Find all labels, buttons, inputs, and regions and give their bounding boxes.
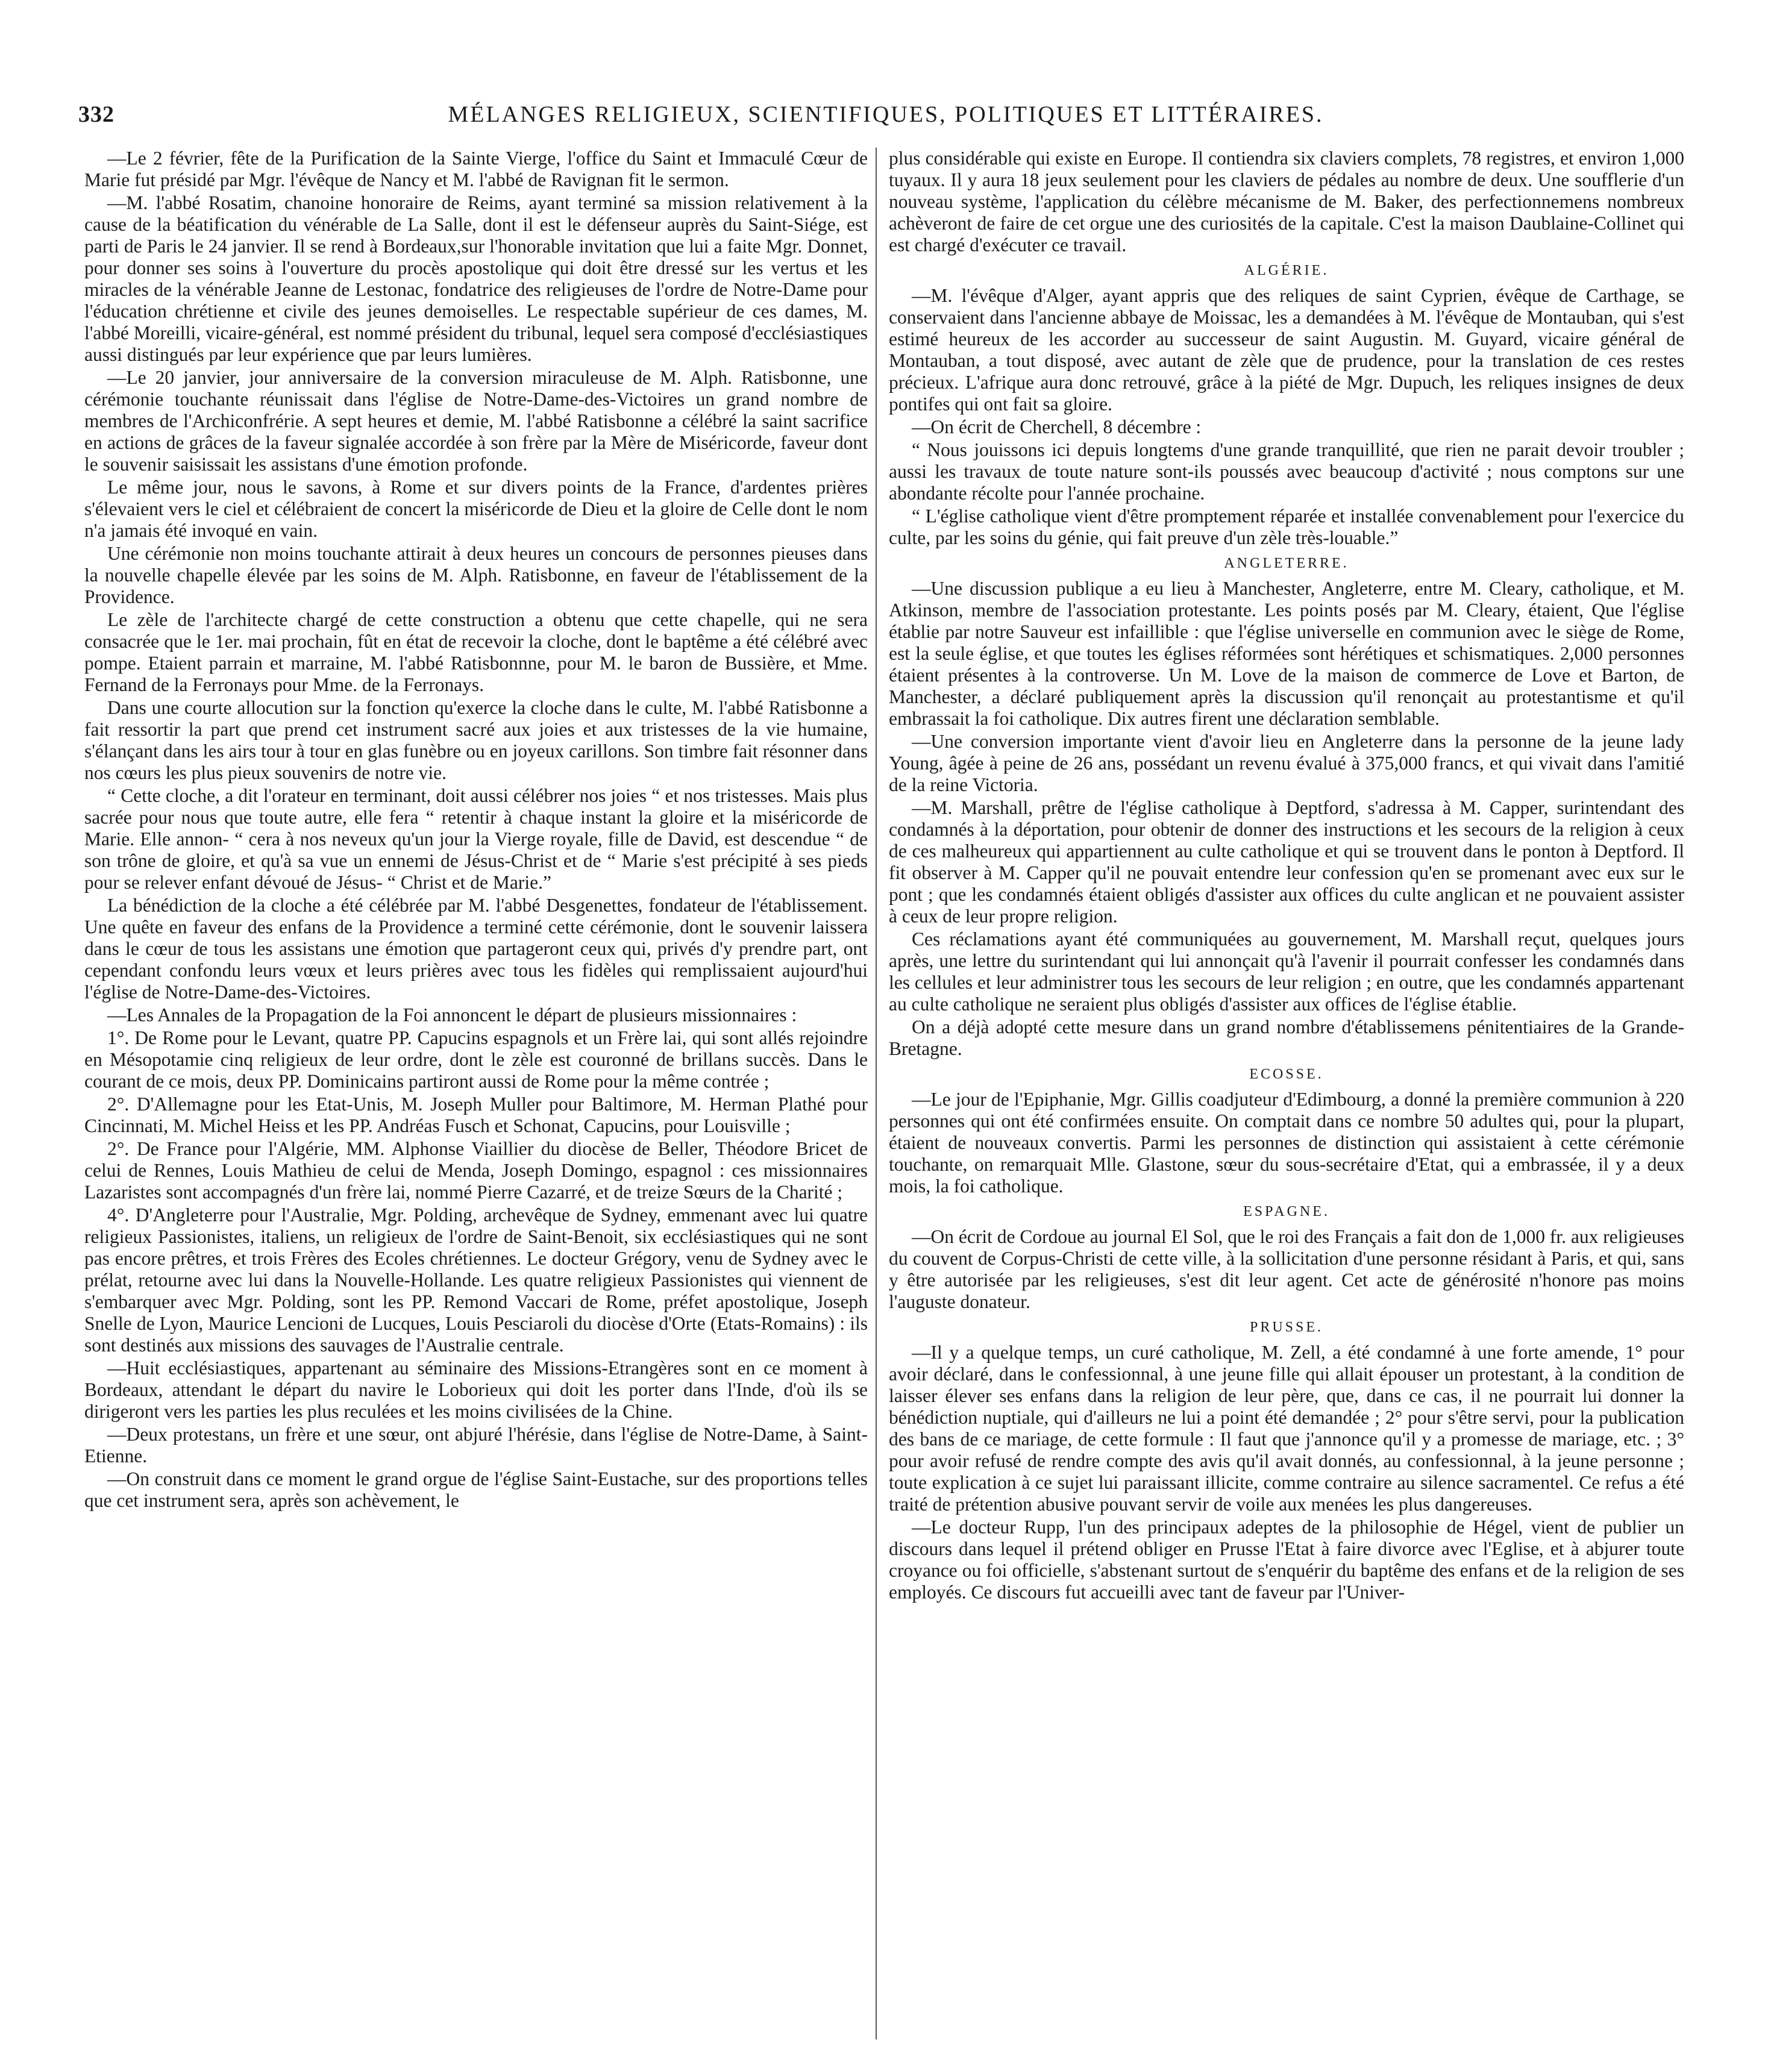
article-paragraph: 2°. De France pour l'Algérie, MM. Alphonse Viaillier du diocèse de Beller, Théodore Bricet de celui de Rennes, Louis Mathieu de celui de Menda, Joseph Domingo, espagnol : ces missionnaires Lazaristes sont accompagnés d'un frère lai, nommé Pierre Cazarré, et de treize Sœurs de la Charité ; (84, 1138, 868, 1203)
article-paragraph: plus considérable qui existe en Europe. Il contiendra six claviers complets, 78 registres, et environ 1,000 tuyaux. Il y aura 18 jeux seulement pour les claviers de pédales au nombre de deux. Une soufflerie d'un nouveau système, l'application du célèbre mécanisme de M. Baker, des perfectionnemens nombreux achèveront de faire de cet orgue une des curiosités de la capitale. C'est la maison Daublaine-Collinet qui est chargé d'exécuter ce travail. (889, 148, 1684, 255)
article-paragraph: —Une discussion publique a eu lieu à Manchester, Angleterre, entre M. Cleary, catholique, et M. Atkinson, membre de l'association protestante. Les points posés par M. Cleary, étaient, Que l'église établie par notre Sauveur est infaillible : que l'église universelle en communion avec le siège de Rome, est la seule église, et que toutes les églises réformées sont hérétiques et schismatiques. 2,000 personnes étaient présentes à la controverse. Un M. Love de la maison de commerce de Love et Barton, de Manchester, a déclaré publiquement après la discussion qu'il renonçait au protestantisme et qu'il embrassait la foi catholique. Dix autres firent une déclaration semblable. (889, 578, 1684, 729)
page-header (78, 101, 1693, 143)
section-heading: ECOSSE. (1249, 1066, 1324, 1082)
right-column (889, 148, 1684, 2039)
running-title: MÉLANGES RELIGIEUX, SCIENTIFIQUES, POLITIQUES ET LITTÉRAIRES. (448, 102, 1324, 127)
article-paragraph: Le zèle de l'architecte chargé de cette construction a obtenu que cette chapelle, qui ne sera consacrée que le 1er. mai prochain, fût en état de recevoir la cloche, dont le baptême a été célébré avec pompe. Etaient parrain et marraine, M. l'abbé Ratisbonnne, pour M. le baron de Bussière, et Mme. Fernand de la Ferronays pour Mme. de la Ferronays. (84, 609, 868, 695)
article-paragraph: 4°. D'Angleterre pour l'Australie, Mgr. Polding, archevêque de Sydney, emmenant avec lui quatre religieux Passionistes, italiens, un religieux de l'ordre de Saint-Benoit, six ecclésiastiques qui ne sont pas encore prêtres, et trois Frères des Ecoles chrétiennes. Le docteur Grégory, venu de Sydney avec le prélat, retourne avec lui dans la Nouvelle-Hollande. Les quatre religieux Passionistes qui viennent de s'embarquer avec Mgr. Polding, sont les PP. Remond Vaccari de Rome, préfet apostolique, Joseph Snelle de Lyon, Maurice Lencioni de Lucques, Louis Pesciaroli du diocèse d'Orte (Etats-Romains) : ils sont destinés aux missions des sauvages de l'Australie centrale. (84, 1204, 868, 1356)
article-paragraph: —Le docteur Rupp, l'un des principaux adeptes de la philosophie de Hégel, vient de publier un discours dans lequel il prétend obliger en Prusse l'Etat à faire divorce avec l'Eglise, et à abjurer toute croyance ou foi officielle, s'abstenant surtout de s'enquérir du baptême des enfans et de la religion de ses employés. Ce discours fut accueilli avec tant de faveur par l'Univer- (889, 1516, 1684, 1603)
article-paragraph: 2°. D'Allemagne pour les Etat-Unis, M. Joseph Muller pour Baltimore, M. Herman Plathé pour Cincinnati, M. Michel Heiss et les PP. Andréas Fusch et Schonat, Capucins, pour Louisville ; (84, 1094, 868, 1136)
article-paragraph: —Huit ecclésiastiques, appartenant au séminaire des Missions-Etrangères sont en ce moment à Bordeaux, attendant le départ du navire le Loborieux qui doit les porter dans l'Inde, d'où ils se dirigeront vers les parties les plus reculées et les moins civilisées de la Chine. (84, 1357, 868, 1422)
article-paragraph: —Une conversion importante vient d'avoir lieu en Angleterre dans la personne de la jeune lady Young, âgée à peine de 26 ans, possédant un revenu évalué à 375,000 francs, et qui vivait dans l'amitié de la reine Victoria. (889, 731, 1684, 795)
section-heading: ESPAGNE. (1243, 1204, 1330, 1219)
section-heading: ALGÉRIE. (1244, 263, 1329, 278)
column-divider (876, 148, 877, 2039)
article-paragraph: —Il y a quelque temps, un curé catholique, M. Zell, a été condamné à une forte amende, 1° pour avoir déclaré, dans le confessionnal, à une jeune fille qui allait épouser un protestant, à la condition de laisser élever ses enfans dans la religion de leur père, que, dans ce cas, il ne pourrait lui donner la bénédiction nuptiale, qui d'ailleurs ne lui a point été demandée ; 2° pour s'être servi, pour la publication des bans de ce mariage, de cette formule : Il faut que j'annonce qu'il y a promesse de mariage, etc. ; 3° pour avoir refusé de rendre compte des avis qu'il avait donnés, au confessionnal, à la jeune personne ; toute explication à ce sujet lui paraissant illicite, comme contraire au silence sacramentel. Ce refus a été traité de prétention abusive pouvant servir de voile aux menées les plus dangereuses. (889, 1342, 1684, 1515)
left-column (84, 148, 868, 2039)
article-paragraph: —Le jour de l'Epiphanie, Mgr. Gillis coadjuteur d'Edimbourg, a donné la première communion à 220 personnes qui ont été confirmées ensuite. On comptait dans ce nombre 50 adultes qui, pour la plupart, étaient de nouveaux convertis. Parmi les personnes de distinction qui assistaient à cette cérémonie touchante, on remarquait Mlle. Glastone, sœur du sous-secrétaire d'Etat, qui a embrassée, il y a deux mois, la foi catholique. (889, 1089, 1684, 1197)
article-paragraph: On a déjà adopté cette mesure dans un grand nombre d'établissemens pénitentiaires de la Grande-Bretagne. (889, 1016, 1684, 1059)
article-paragraph: Dans une courte allocution sur la fonction qu'exerce la cloche dans le culte, M. l'abbé Ratisbonne a fait ressortir la part que prend cet instrument sacré aux joies et aux tristesses de la vie humaine, s'élançant dans les airs tour à tour en glas funèbre ou en joyeux carillons. Son timbre fait résonner dans nos cœurs les plus pieux souvenirs de notre vie. (84, 697, 868, 783)
article-paragraph: —On construit dans ce moment le grand orgue de l'église Saint-Eustache, sur des proportions telles que cet instrument sera, après son achèvement, le (84, 1468, 868, 1511)
article-paragraph: —M. l'évêque d'Alger, ayant appris que des reliques de saint Cyprien, évêque de Carthage, se conservaient dans l'ancienne abbaye de Moissac, les a demandées à M. l'évêque de Montauban, qui s'est estimé heureux de les accorder au successeur de saint Augustin. M. Guyard, vicaire général de Montauban, a tout disposé, avec autant de zèle que de prudence, pour la translation de ces restes précieux. L'afrique aura donc retrouvé, grâce à la piété de Mgr. Dupuch, les reliques insignes de deux pontifes qui ont fait sa gloire. (889, 285, 1684, 415)
article-paragraph: —On écrit de Cherchell, 8 décembre : (912, 416, 1202, 437)
article-paragraph: La bénédiction de la cloche a été célébrée par M. l'abbé Desgenettes, fondateur de l'établissement. Une quête en faveur des enfans de la Providence a terminé cette cérémonie, dont le souvenir laissera dans le cœur de tous les assistans une émotion que partageront ceux qui, privés d'y prendre part, ont cependant confondu leurs vœux et leurs prières avec tous les fidèles qui remplissaient aujourd'hui l'église de Notre-Dame-des-Victoires. (84, 895, 868, 1003)
article-paragraph: Le même jour, nous le savons, à Rome et sur divers points de la France, d'ardentes prières s'élevaient vers le ciel et célébraient de concert la miséricorde de Dieu et la gloire de Celle dont le nom n'a jamais été invoqué en vain. (84, 477, 868, 541)
section-heading: ANGLETERRE. (1224, 556, 1349, 571)
page-number: 332 (78, 102, 114, 127)
section-heading: PRUSSE. (1249, 1319, 1324, 1335)
article-paragraph: 1°. De Rome pour le Levant, quatre PP. Capucins espagnols et un Frère lai, qui sont allés rejoindre en Mésopotamie cinq religieux de leur ordre, dont le zèle est couronné de brillans succès. Dans le courant de ce mois, deux PP. Dominicains partiront aussi de Rome pour la même contrée ; (84, 1027, 868, 1092)
article-paragraph: Ces réclamations ayant été communiquées au gouvernement, M. Marshall reçut, quelques jours après, une lettre du surintendant qui lui annonçait qu'à l'avenir il pourrait confesser les condamnés dans les cellules et leur administrer tous les secours de leur religion ; en outre, que les condamnés appartenant au culte catholique ne seraient plus obligés d'assister aux offices de l'église établie. (889, 928, 1684, 1015)
article-paragraph: —Les Annales de la Propagation de la Foi annoncent le départ de plusieurs missionnaires : (107, 1004, 797, 1025)
article-paragraph: —M. l'abbé Rosatim, chanoine honoraire de Reims, ayant terminé sa mission relativement à la cause de la béatification du vénérable de La Salle, dont il est le défenseur auprès du Saint-Siége, est parti de Paris le 24 janvier. Il se rend à Bordeaux,sur l'honorable invitation que lui a faite Mgr. Donnet, pour donner ses soins à l'ouverture du procès apostolique qui doit être dressé sur les vertus et les miracles de la vénérable Jeanne de Lestonac, fondatrice des religieuses de l'ordre de Notre-Dame pour l'éducation chrétienne et civile des jeunes demoiselles. Le respectable supérieur de ces dames, M. l'abbé Moreilli, vicaire-général, est nommé président du tribunal, lequel sera composé d'ecclésiastiques aussi distingués par leur expérience que par leurs lumières. (84, 192, 868, 365)
article-paragraph: “ L'église catholique vient d'être promptement réparée et installée convenablement pour l'exercice du culte, par les soins du génie, qui fait preuve d'un zèle très-louable.” (889, 505, 1684, 548)
article-paragraph: —Deux protestans, un frère et une sœur, ont abjuré l'hérésie, dans l'église de Notre-Dame, à Saint-Etienne. (84, 1424, 868, 1466)
article-paragraph: —M. Marshall, prêtre de l'église catholique à Deptford, s'adressa à M. Capper, surintendant des condamnés à la déportation, pour obtenir de donner des instructions et les secours de la religion à ceux de ces malheureux qui appartiennent au culte catholique et qui se trouvent dans le ponton à Deptford. Il fit observer à M. Capper qu'il ne pouvait entendre leur confession qu'en se promenant avec eux sur le pont ; que les condamnés étaient obligés d'assister aux offices du culte anglican et ne pouvaient assister à ceux de leur propre religion. (889, 797, 1684, 927)
article-paragraph: —On écrit de Cordoue au journal El Sol, que le roi des Français a fait don de 1,000 fr. aux religieuses du couvent de Corpus-Christi de cette ville, à la sollicitation d'une personne résidant à Paris, et qui, sans y être autorisée par les religieuses, s'est dit leur agent. Cet acte de générosité n'honore pas moins l'auguste donateur. (889, 1226, 1684, 1312)
article-paragraph: “ Nous jouissons ici depuis longtems d'une grande tranquillité, que rien ne parait devoir troubler ; aussi les travaux de toute nature sont-ils poussés avec beaucoup d'activité ; nous comptons sur une abondante récolte pour l'année prochaine. (889, 439, 1684, 504)
article-paragraph: —Le 20 janvier, jour anniversaire de la conversion miraculeuse de M. Alph. Ratisbonne, une cérémonie touchante réunissait dans l'église de Notre-Dame-des-Victoires un grand nombre de membres de l'Archiconfrérie. A sept heures et demie, M. l'abbé Ratisbonne a célébré la saint sacrifice en actions de grâces de la faveur signalée accordée à son frère par la Mère de Miséricorde, faveur dont le souvenir saisissait les assistans d'une émotion profonde. (84, 367, 868, 475)
article-paragraph: Une cérémonie non moins touchante attirait à deux heures un concours de personnes pieuses dans la nouvelle chapelle élevée par les soins de M. Alph. Ratisbonne, en faveur de l'établissement de la Providence. (84, 543, 868, 607)
article-paragraph: —Le 2 février, fête de la Purification de la Sainte Vierge, l'office du Saint et Immaculé Cœur de Marie fut présidé par Mgr. l'évêque de Nancy et M. l'abbé de Ravignan fit le sermon. (84, 148, 868, 190)
article-paragraph: “ Cette cloche, a dit l'orateur en terminant, doit aussi célébrer nos joies “ et nos tristesses. Mais plus sacrée pour nous que toute autre, elle fera “ retentir à chaque instant la gloire et la miséricorde de Marie. Elle annon- “ cera à nos neveux qu'un jour la Vierge royale, fille de David, est descendue “ de son trône de gloire, et qu'à sa vue un ennemi de Jésus-Christ et de “ Marie s'est précipité à ses pieds pour se relever enfant dévoué de Jésus- “ Christ et de Marie.” (84, 785, 868, 893)
